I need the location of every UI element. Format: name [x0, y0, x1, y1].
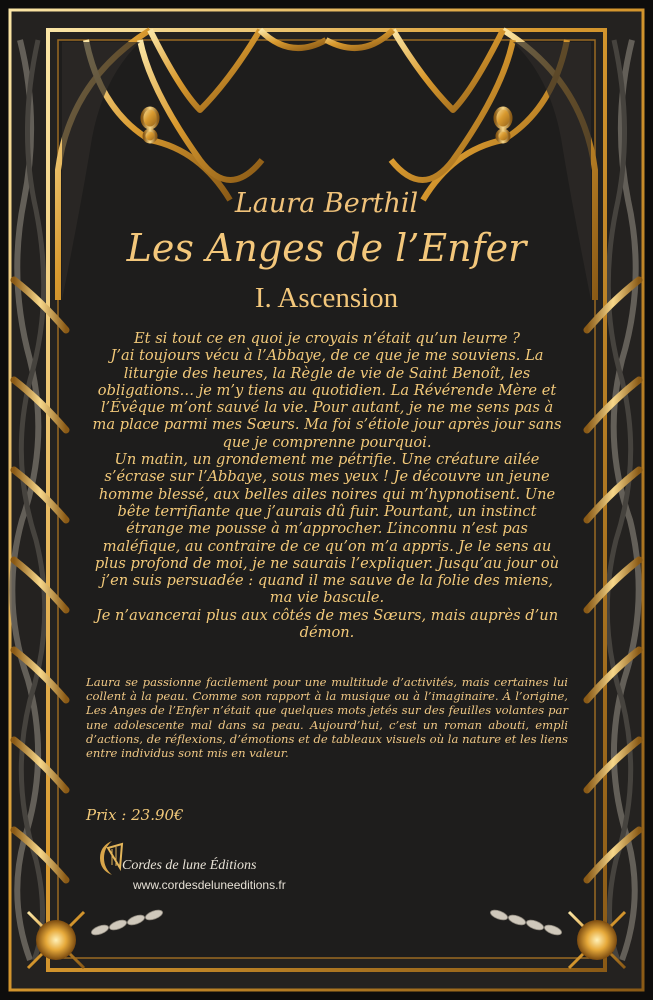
book-title: Les Anges de l’Enfer — [126, 226, 527, 270]
sun-ornament-icon — [557, 900, 637, 980]
book-subtitle: I. Ascension — [254, 282, 399, 314]
blurb — [92, 330, 562, 641]
blurb-paragraph: J’ai toujours vécu à l’Abbaye, de ce que je me souviens. La liturgie des heures, la Règle de vie de Saint Benoît, les obligations… je m’y tiens au quotidien. La Révérende Mère et l’Évêque m’ont sauvé la vie. Pour autant, je ne me sens pas à ma place parmi mes Sœurs. Ma foi s’étiole jour après jour sans que je comprenne pourquoi. — [92, 347, 562, 451]
sun-ornament-icon — [16, 900, 96, 980]
blurb-paragraph: Je n’avancerai plus aux côtés de mes Sœurs, mais auprès d’un démon. — [95, 606, 559, 642]
blurb-paragraph: Et si tout ce en quoi je croyais n’était qu’un leurre ? — [134, 330, 520, 347]
author-name: Laura Berthil — [234, 188, 419, 219]
price-label: Prix : 23.90€ — [86, 806, 184, 824]
publisher-website: www.cordesdeluneeditions.fr — [133, 878, 286, 892]
publisher-name: Cordes de lune Éditions — [122, 858, 257, 873]
author-bio: Laura se passionne facilement pour une multitude d’activités, mais certaines lui collent à la peau. Comme son rapport à la musique ou à l’imaginaire. À l’origine, Les Anges de l’Enfer n’était que quelques mots jetés sur des feuilles volantes par une adolescente mal dans sa peau. Aujourd’hui, c’est un roman abouti, empli d’actions, de réflexions, d’émotions et de tableaux visuels où la nature et les liens entre individus sont mis en valeur. — [86, 675, 568, 761]
blurb-paragraph: Un matin, un grondement me pétrifie. Une créature ailée s’écrase sur l’Abbaye, sous mes yeux ! Je découvre un jeune homme blessé, aux belles ailes noires qui m’hypnotisent. Une bête terrifiante que j’aurais dû fuir. Pourtant, un instinct étrange me pousse à m’approcher. L’inconnu n’est pas maléfique, au contraire de ce qu’on m’a appris. Je le sens au plus profond de moi, je ne saurais l’expliquer. Jusqu’au jour où j’en suis persuadée : quand il me sauve de la folie des miens, ma vie bascule. — [94, 451, 560, 607]
